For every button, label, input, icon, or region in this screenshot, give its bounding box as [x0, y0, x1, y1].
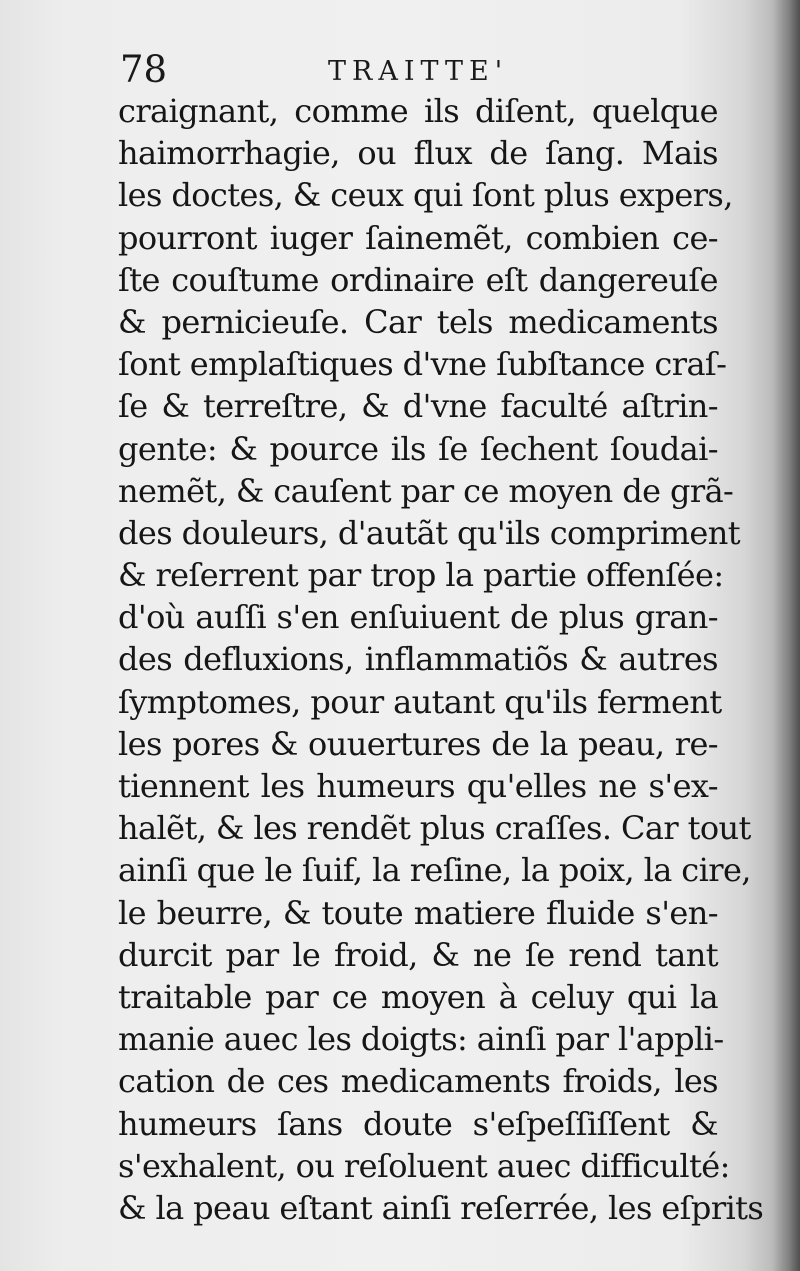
text-line: humeurs ſans doute s'eſpeſſiſſent &: [118, 1104, 718, 1143]
text-line: nemẽt, & cauſent par ce moyen de grã-: [118, 471, 734, 510]
text-line: d'où auſſi s'en enſuiuent de plus gran-: [118, 598, 718, 637]
text-line: durcit par le froid, & ne ſe rend tant: [118, 935, 718, 974]
text-line: traitable par ce moyen à celuy qui la: [118, 977, 718, 1016]
text-line: haimorrhagie, ou flux de ſang. Mais: [118, 134, 718, 173]
text-line: ſymptomes, pour autant qu'ils ferment: [118, 682, 722, 721]
text-line: ſont emplaſtiques d'vne ſubſtance craſ-: [118, 345, 727, 384]
page-header: [120, 48, 710, 94]
text-line: des douleurs, d'autãt qu'ils compriment: [118, 513, 741, 552]
text-line: des defluxions, inflammatiõs & autres: [118, 640, 718, 679]
text-line: ſte couſtume ordinaire eſt dangereuſe: [118, 260, 718, 299]
text-line: & reſerrent par trop la partie offenſée:: [118, 556, 724, 595]
text-line: ainſi que le ſuif, la reſine, la poix, la cire,: [118, 851, 751, 890]
text-line: gente: & pource ils ſe ſechent ſoudai-: [118, 429, 718, 468]
text-line: tiennent les humeurs qu'elles ne s'ex-: [118, 767, 718, 805]
body-text: [118, 90, 764, 1229]
text-line: ſe & terreſtre, & d'vne faculté aſtrin-: [118, 387, 718, 426]
text-line: les pores & ouuertures de la peau, re-: [118, 724, 718, 763]
text-line: manie auec les doigts: ainſi par l'appli-: [118, 1020, 724, 1059]
page-number: 78: [120, 48, 168, 91]
page-edge-shadow: [772, 0, 800, 1271]
text-line: les doctes, & ceux qui ſont plus expers,: [118, 176, 733, 215]
text-line: halẽt, & les rendẽt plus craſſes. Car tout: [118, 809, 751, 848]
text-line: s'exhalent, ou reſoluent auec difficulté:: [118, 1146, 730, 1185]
text-line: & la peau eſtant ainſi reſerrée, les eſprits: [118, 1188, 764, 1227]
text-line: & pernicieuſe. Car tels medicaments: [118, 302, 718, 341]
text-line: pourront iuger ſainemẽt, combien ce-: [118, 218, 718, 257]
running-title: TRAITTE': [328, 56, 509, 87]
text-line: cation de ces medicaments froids, les: [118, 1062, 718, 1101]
text-line: craignant, comme ils diſent, quelque: [118, 92, 718, 130]
text-line: le beurre, & toute matiere fluide s'en-: [118, 893, 718, 932]
